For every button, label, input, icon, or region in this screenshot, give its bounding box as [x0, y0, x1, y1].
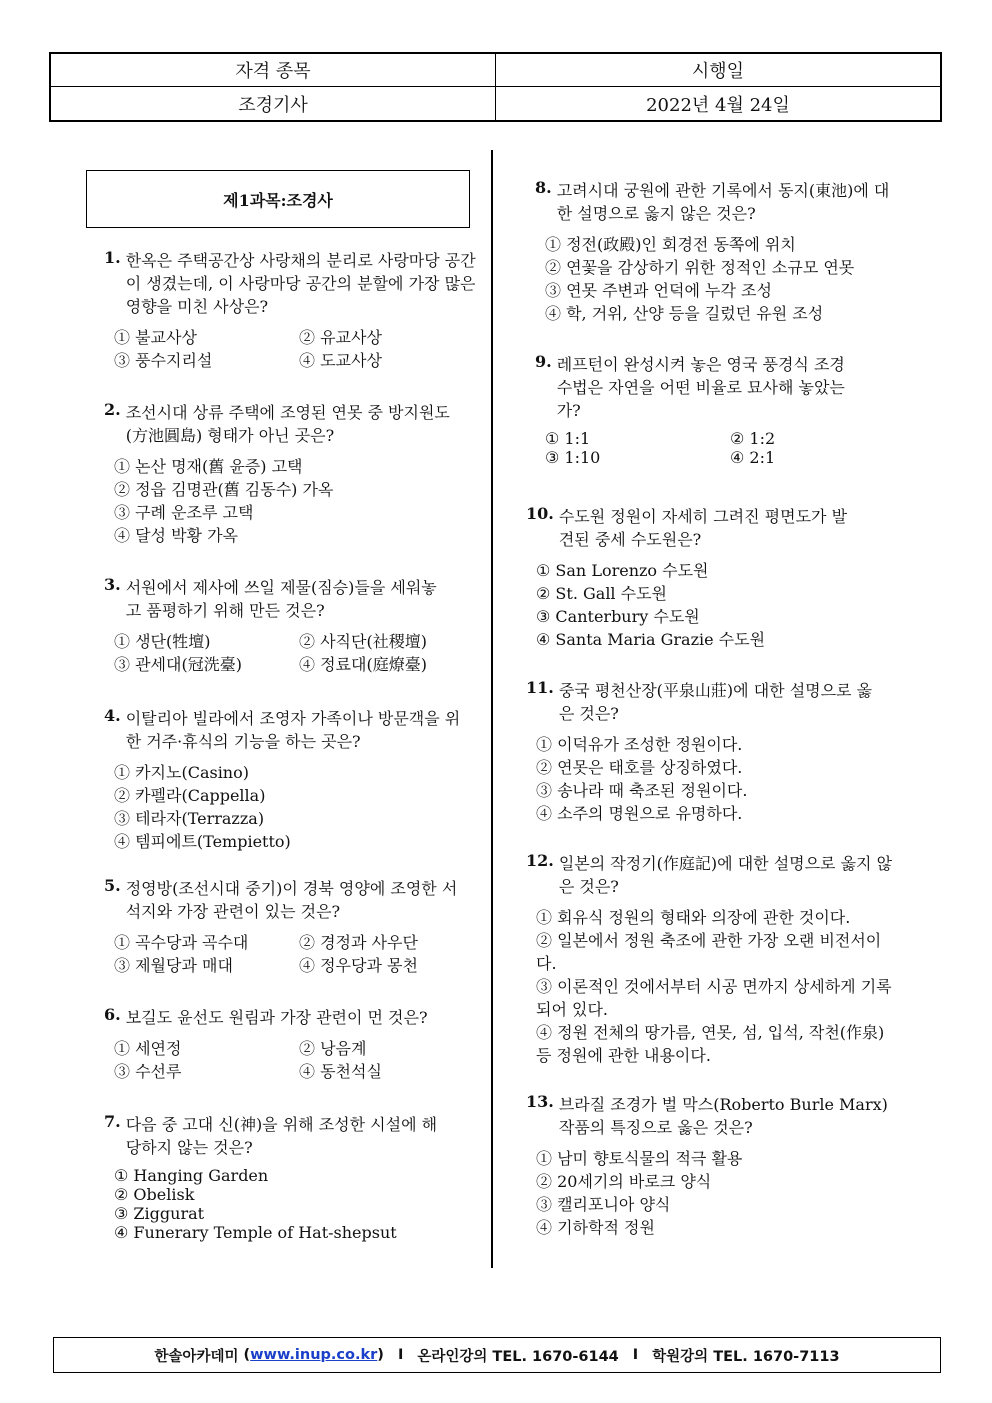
option: ② 사직단(社稷壇) — [299, 632, 427, 651]
option: ③ 관세대(冠洗臺) — [114, 655, 242, 674]
option: ④ Funerary Temple of Hat-shepsut — [114, 1223, 397, 1242]
subject-title: 제1과목:조경사 — [86, 170, 470, 228]
exam-info-table — [49, 52, 942, 122]
option: ④ 템피에트(Tempietto) — [114, 832, 291, 851]
option: ② 1:2 — [730, 429, 776, 448]
question-5 — [104, 876, 469, 976]
option: ④ 소주의 명원으로 유명하다. — [536, 804, 743, 823]
option: ① 이덕유가 조성한 정원이다. — [536, 735, 743, 754]
question-text: 일본의 작정기(作庭記)에 대한 설명으로 옳지 않은 것은? — [558, 854, 893, 896]
option: ③ 캘리포니아 양식 — [536, 1195, 671, 1214]
question-13 — [526, 1092, 894, 1238]
option: ① 논산 명재(舊 윤증) 고택 — [114, 457, 303, 476]
question-2 — [104, 400, 464, 546]
footer-online-phone: 온라인강의 TEL. 1670-6144 — [417, 1348, 619, 1365]
question-number: 2. — [104, 400, 121, 419]
option: ② 20세기의 바로크 양식 — [536, 1172, 712, 1191]
footer-bar: 한솔아카데미 ( www.inup.co.kr ) I 온라인강의 TEL. 1670-6144 I 학원강의 TEL. 1670-7113 — [53, 1337, 941, 1373]
column-divider — [491, 150, 493, 1268]
exam-date-heading: 시행일 — [496, 54, 940, 87]
question-text: 보길도 윤선도 원림과 가장 관련이 먼 것은? — [125, 1008, 428, 1027]
option: ③ Canterbury 수도원 — [536, 607, 700, 626]
exam-date-value: 2022년 4월 24일 — [646, 94, 790, 116]
option: ① 1:1 — [545, 429, 591, 448]
question-number: 12. — [526, 851, 554, 870]
footer-offline-phone: 학원강의 TEL. 1670-7113 — [652, 1348, 840, 1365]
option: ④ 정료대(庭燎臺) — [299, 655, 427, 674]
question-text: 이탈리아 빌라에서 조영자 가족이나 방문객을 위한 거주·휴식의 기능을 하는 곳은? — [125, 709, 461, 751]
option: ③ 이론적인 것에서부터 시공 면까지 상세하게 기록되어 있다. — [536, 977, 892, 1019]
question-text: 고려시대 궁원에 관한 기록에서 동지(東池)에 대한 설명으로 옳지 않은 것은? — [556, 181, 890, 223]
question-number: 4. — [104, 706, 121, 725]
question-6 — [104, 1005, 476, 1082]
question-text: 정영방(조선시대 중기)이 경북 영양에 조영한 서석지와 가장 관련이 있는 것은? — [125, 879, 458, 921]
question-1 — [104, 248, 476, 371]
question-3 — [104, 575, 444, 675]
option: ③ 1:10 — [545, 448, 601, 467]
option: ② 일본에서 정원 축조에 관한 가장 오랜 비전서이다. — [536, 931, 882, 973]
option: ① San Lorenzo 수도원 — [536, 561, 709, 580]
option: ① 남미 향토식물의 적극 활용 — [536, 1149, 743, 1168]
question-number: 10. — [526, 504, 554, 523]
footer-separator: I — [397, 1347, 404, 1363]
question-number: 6. — [104, 1005, 121, 1024]
question-text: 수도원 정원이 자세히 그려진 평면도가 발견된 중세 수도원은? — [558, 507, 848, 549]
question-number: 7. — [104, 1112, 121, 1131]
question-text: 다음 중 고대 신(神)을 위해 조성한 시설에 해당하지 않는 것은? — [125, 1115, 438, 1157]
question-text: 레프턴이 완성시켜 놓은 영국 풍경식 조경수법은 자연을 어떤 비율로 묘사해 놓았는가? — [556, 355, 845, 420]
option: ③ 테라자(Terrazza) — [114, 809, 265, 828]
question-12 — [526, 851, 894, 1066]
question-11 — [526, 678, 876, 824]
footer-website-link[interactable]: www.inup.co.kr — [250, 1347, 378, 1363]
question-number: 9. — [535, 352, 552, 371]
option: ② 연꽃을 감상하기 위한 정적인 소규모 연못 — [545, 258, 855, 277]
question-number: 5. — [104, 876, 121, 895]
exam-type-heading: 자격 종목 — [51, 54, 496, 87]
option: ② 정읍 김명관(舊 김동수) 가옥 — [114, 480, 334, 499]
question-7 — [104, 1112, 449, 1242]
footer-separator: I — [632, 1347, 639, 1363]
option: ① 회유식 정원의 형태와 의장에 관한 것이다. — [536, 908, 851, 927]
option: ③ 구례 운조루 고택 — [114, 503, 254, 522]
question-10 — [526, 504, 861, 650]
option: ④ Santa Maria Grazie 수도원 — [536, 630, 766, 649]
question-number: 1. — [104, 248, 121, 267]
option: ④ 기하학적 정원 — [536, 1218, 655, 1237]
question-8 — [535, 178, 900, 324]
option: ④ 도교사상 — [299, 351, 382, 370]
option: ② St. Gall 수도원 — [536, 584, 668, 603]
exam-type-value: 조경기사 — [51, 87, 496, 120]
question-text: 한옥은 주택공간상 사랑채의 분리로 사랑마당 공간이 생겼는데, 이 사랑마당 공간의 분할에 가장 많은 영향을 미친 사상은? — [125, 251, 476, 316]
option: ① 생단(牲壇) — [114, 632, 211, 651]
option: ④ 2:1 — [730, 448, 776, 467]
option: ③ Ziggurat — [114, 1204, 205, 1223]
option: ③ 제월당과 매대 — [114, 956, 233, 975]
option: ③ 송나라 때 축조된 정원이다. — [536, 781, 748, 800]
option: ③ 수선루 — [114, 1062, 182, 1081]
option: ② 낭음계 — [299, 1039, 367, 1058]
option: ② 유교사상 — [299, 328, 382, 347]
question-number: 11. — [526, 678, 554, 697]
option: ④ 정원 전체의 땅가름, 연못, 섬, 입석, 작천(作泉) 등 정원에 관한 내용이다. — [536, 1023, 885, 1065]
question-text: 브라질 조경가 벌 막스(Roberto Burle Marx) 작품의 특징으로 옳은 것은? — [558, 1095, 888, 1137]
option: ① 불교사상 — [114, 328, 197, 347]
question-text: 중국 평천산장(平泉山莊)에 대한 설명으로 옳은 것은? — [558, 681, 873, 723]
option: ① Hanging Garden — [114, 1166, 269, 1185]
option: ① 정전(政殿)인 회경전 동쪽에 위치 — [545, 235, 796, 254]
footer-academy-name: 한솔아카데미 — [154, 1348, 239, 1365]
option: ① 카지노(Casino) — [114, 763, 249, 782]
option: ④ 동천석실 — [299, 1062, 382, 1081]
question-number: 13. — [526, 1092, 554, 1111]
option: ② Obelisk — [114, 1185, 195, 1204]
option: ③ 연못 주변과 언덕에 누각 조성 — [545, 281, 772, 300]
question-9 — [535, 352, 850, 467]
option: ④ 학, 거위, 산양 등을 길렀던 유원 조성 — [545, 304, 824, 323]
question-4 — [104, 706, 469, 852]
question-text: 조선시대 상류 주택에 조영된 연못 중 방지원도(方池圓島) 형태가 아닌 곳은? — [125, 403, 450, 445]
option: ② 카펠라(Cappella) — [114, 786, 266, 805]
option: ④ 정우당과 몽천 — [299, 956, 418, 975]
option: ① 곡수당과 곡수대 — [114, 933, 249, 952]
question-number: 3. — [104, 575, 121, 594]
option: ② 연못은 태호를 상징하였다. — [536, 758, 743, 777]
question-text: 서원에서 제사에 쓰일 제물(짐승)들을 세워놓고 품평하기 위해 만든 것은? — [125, 578, 437, 620]
question-number: 8. — [535, 178, 552, 197]
option: ④ 달성 박황 가옥 — [114, 526, 238, 545]
option: ③ 풍수지리설 — [114, 351, 213, 370]
option: ① 세연정 — [114, 1039, 182, 1058]
option: ② 경정과 사우단 — [299, 933, 418, 952]
